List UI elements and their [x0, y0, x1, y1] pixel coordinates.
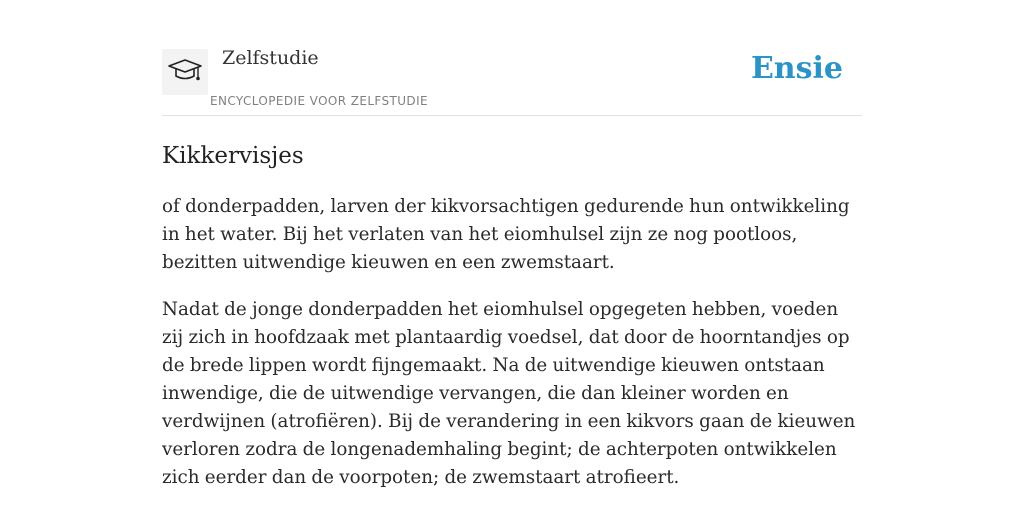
- article-paragraph: of donderpadden, larven der kikvorsachtigen gedurende hun ontwikkeling in het water. Bij het verlaten van het eiomhulsel zijn ze nog pootloos, bezitten uitwendige kieuwen en een zwemstaart.: [162, 196, 850, 273]
- site-tagline: ENCYCLOPEDIE VOOR ZELFSTUDIE: [210, 94, 428, 108]
- site-header: [162, 0, 862, 116]
- article-paragraph: Nadat de jonge donderpadden het eiomhulsel opgegeten hebben, voeden zij zich in hoofdzaak met plantaardig voedsel, dat door de hoorntandjes op de brede lippen wordt fijngemaakt. Na de uitwendige kieuwen ontstaan inwendige, die de uitwendige vervangen, die dan kleiner worden en verdwijnen (atrofiëren). Bij de verandering in een kikvors gaan de kieuwen verloren zodra de longenademhaling begint; de achterpoten ontwikkelen zich eerder dan de voorpoten; de zwemstaart atrofieert.: [162, 299, 856, 488]
- article-title: Kikkervisjes: [162, 143, 304, 169]
- page: [162, 0, 862, 492]
- site-logo[interactable]: [162, 49, 208, 95]
- graduation-cap-icon: [167, 57, 203, 85]
- brand-logo[interactable]: Ensie: [750, 51, 843, 86]
- site-title[interactable]: Zelfstudie: [222, 47, 319, 69]
